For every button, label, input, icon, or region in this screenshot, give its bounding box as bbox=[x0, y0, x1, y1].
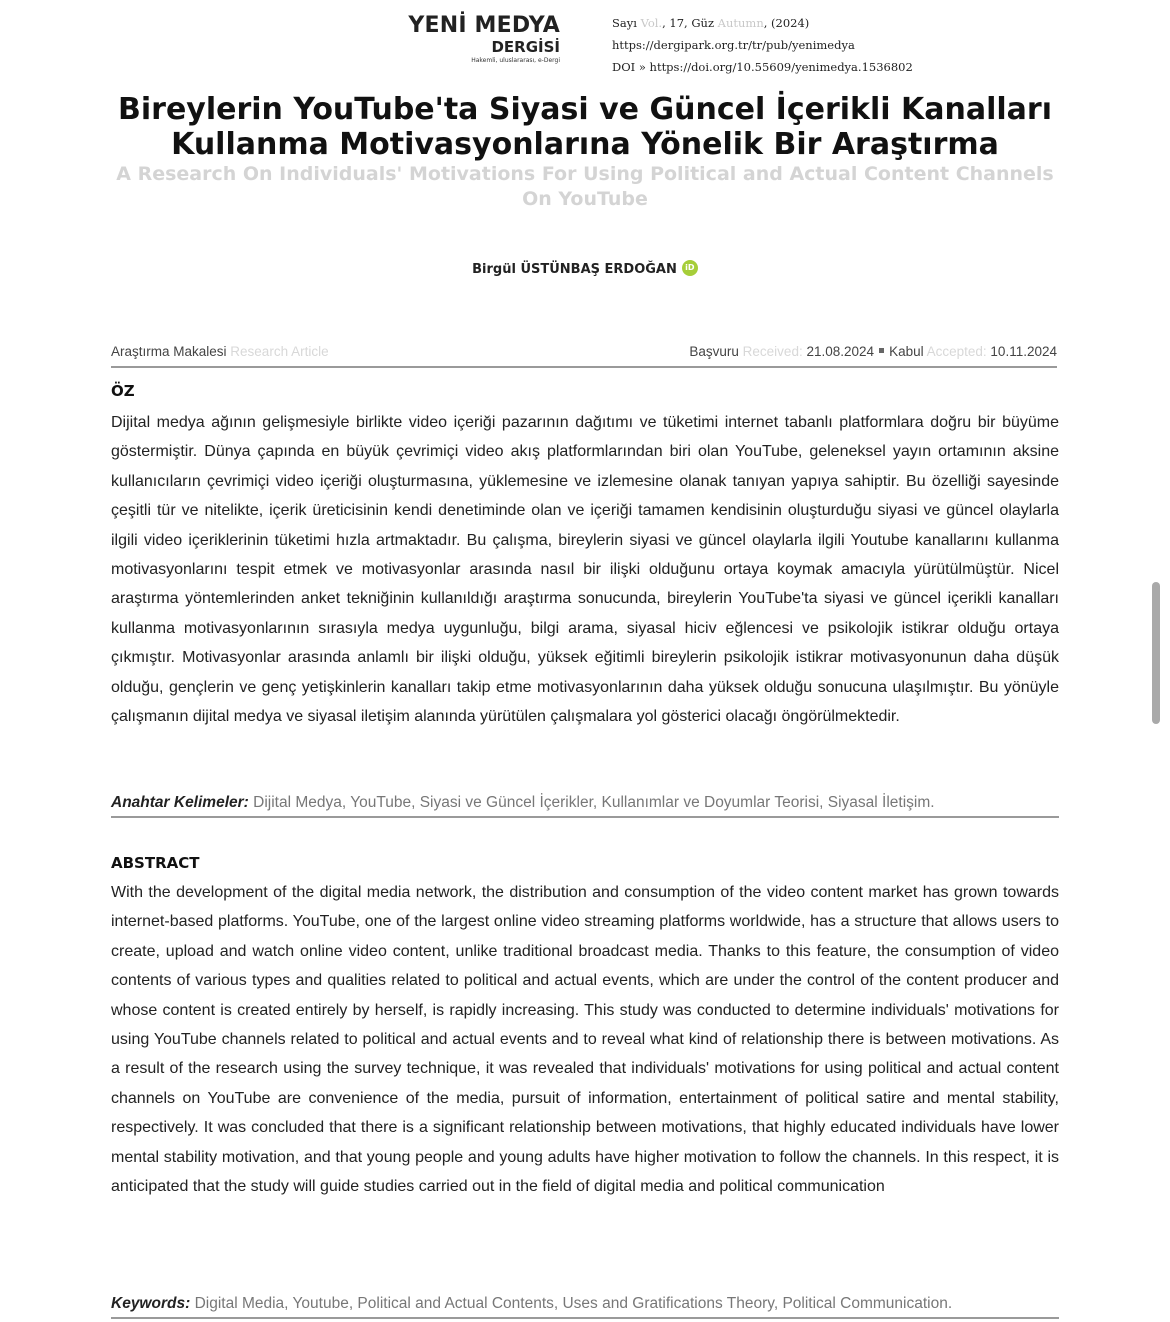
journal-tagline: Hakemli, uluslararası, e-Dergi bbox=[471, 57, 560, 64]
issue-number: , 17, Güz bbox=[662, 16, 715, 30]
title-english bbox=[60, 162, 1110, 212]
journal-logo bbox=[400, 14, 560, 66]
oz-keywords-label: Anahtar Kelimeler: bbox=[111, 794, 249, 811]
oz-text: Dijital medya ağının gelişmesiyle birlikte video içeriği pazarının dağıtımı ve tüketimi internet tabanlı platformlara doğru bir büyüme göstermiştir. Dünya çapında en büyük çevrimiçi video akış platformlarından biri olan YouTube, geleneksel yayın ortamının aksine kullanıcıların çevrimiçi video içeriği oluşturmasına, yüklemesine ve izlemesine olanak tanıyan yapıya sahiptir. Bu özelliği sayesinde çeşitli tür ve nitelikte, içerik üreticisinin kendi denetiminde olan ve içeriği tamamen kendisinin oluşturduğu siyasi ve güncel olaylarla ilgili video içeriklerinin tüketimi hızla artmaktadır. Bu çalışma, bireylerin siyasi ve güncel olaylarla ilgili Youtube kanallarını kullanma motivasyonlarını tespit etmek ve motivasyonlar arasında nasıl bir ilişki olduğunu ortaya koymak amacıyla yürütülmüştür. Nicel araştırma yöntemlerinden anket tekniğinin kullanıldığı araştırma sonucunda, bireylerin YouTube'ta siyasi ve güncel içerikli kanalları kullanma motivasyonlarının sırasıyla medya uygunluğu, bilgi arama, siyasal hiciv eğlencesi ve psikolojik istikrar olduğu ortaya çıkmıştır. Motivasyonlar arasında anlamlı bir ilişki olduğu, yüksek eğitimli bireylerin psikolojik istikrar motivasyonunun daha düşük olduğu, gençlerin ve genç yetişkinlerin kanalları takip etme motivasyonlarının daha yüksek olduğu sonucuna ulaşılmıştır. Bu yönüyle çalışmanın dijital medya ve siyasal iletişim alanında yürütülen çalışmalara yol gösterici olacağı öngörülmektedir. bbox=[111, 414, 1059, 726]
journal-subname: DERGİSİ bbox=[491, 38, 560, 56]
accepted-label-tr: Kabul bbox=[889, 344, 924, 359]
oz-heading: ÖZ bbox=[111, 382, 135, 400]
issue-line bbox=[612, 12, 913, 34]
article-dates bbox=[689, 344, 1057, 359]
vol-label-en: Vol. bbox=[640, 16, 663, 30]
abstract-keywords bbox=[111, 1295, 1059, 1319]
accepted-date: 10.11.2024 bbox=[990, 344, 1057, 359]
issue-label: Sayı bbox=[612, 16, 637, 30]
received-label-tr: Başvuru bbox=[689, 344, 739, 359]
received-label-en: Received: bbox=[742, 344, 803, 359]
oz-keywords bbox=[111, 794, 1059, 818]
separator-square-icon bbox=[879, 348, 884, 353]
issue-year: , (2024) bbox=[763, 16, 810, 30]
issue-meta bbox=[612, 12, 913, 78]
abstract-keywords-list: Digital Media, Youtube, Political and Actual Contents, Uses and Gratifications Theory, Political Communication. bbox=[194, 1295, 953, 1312]
season-en: Autumn bbox=[717, 16, 764, 30]
title-en-line-1: A Research On Individuals' Motivations For Using Political and Actual Content Channels bbox=[116, 163, 1054, 185]
title-turkish bbox=[60, 92, 1110, 162]
orcid-icon[interactable]: iD bbox=[682, 260, 698, 276]
scrollbar-thumb[interactable] bbox=[1152, 582, 1160, 724]
abstract-text: With the development of the digital media network, the distribution and consumption of the video content market has grown towards internet-based platforms. YouTube, one of the largest online video streaming platforms worldwide, has a structure that allows users to create, upload and watch online video content, unlike traditional broadcast media. Thanks to this feature, the consumption of video contents of various types and qualities related to political and actual events, which are under the control of the content producer and whose content is created entirely by herself, is rapidly increasing. This study was conducted to determine individuals' motivations for using YouTube channels related to political and actual events and to reveal what kind of relationship there is between motivations. As a result of the research using the survey technique, it was revealed that individuals' motivations for using political and actual content channels on YouTube are convenience of the media, pursuit of information, entertainment of political satire and mental stability, respectively. It was concluded that there is a significant relationship between motivations, that highly educated individuals have lower mental stability motivation, and that young people and young adults have higher motivation to follow the channels. In this respect, it is anticipated that the study will guide studies carried out in the field of digital media and political communication bbox=[111, 884, 1059, 1196]
article-type-tr: Araştırma Makalesi bbox=[111, 344, 227, 359]
doi-link[interactable]: DOI » https://doi.org/10.55609/yenimedya.1536802 bbox=[612, 60, 913, 74]
title-tr-line-1: Bireylerin YouTube'ta Siyasi ve Güncel İçerikli Kanalları bbox=[118, 92, 1052, 127]
abstract-keywords-label: Keywords: bbox=[111, 1295, 191, 1312]
abstract-heading: ABSTRACT bbox=[111, 854, 200, 872]
title-en-line-2: On YouTube bbox=[522, 188, 648, 210]
title-tr-line-2: Kullanma Motivasyonlarına Yönelik Bir Araştırma bbox=[171, 127, 999, 162]
article-type-en: Research Article bbox=[230, 344, 329, 359]
article-info-row bbox=[111, 344, 1057, 368]
journal-name: YENİ MEDYA bbox=[408, 13, 560, 38]
accepted-label-en: Accepted: bbox=[926, 344, 987, 359]
received-date: 21.08.2024 bbox=[806, 344, 875, 359]
author-name: Birgül ÜSTÜNBAŞ ERDOĞAN bbox=[472, 262, 677, 277]
author-line bbox=[0, 260, 1170, 277]
journal-url[interactable]: https://dergipark.org.tr/tr/pub/yenimedya bbox=[612, 38, 855, 52]
article-type bbox=[111, 344, 329, 359]
oz-keywords-list: Dijital Medya, YouTube, Siyasi ve Güncel İçerikler, Kullanımlar ve Doyumlar Teorisi, Siyasal İletişim. bbox=[253, 794, 935, 811]
